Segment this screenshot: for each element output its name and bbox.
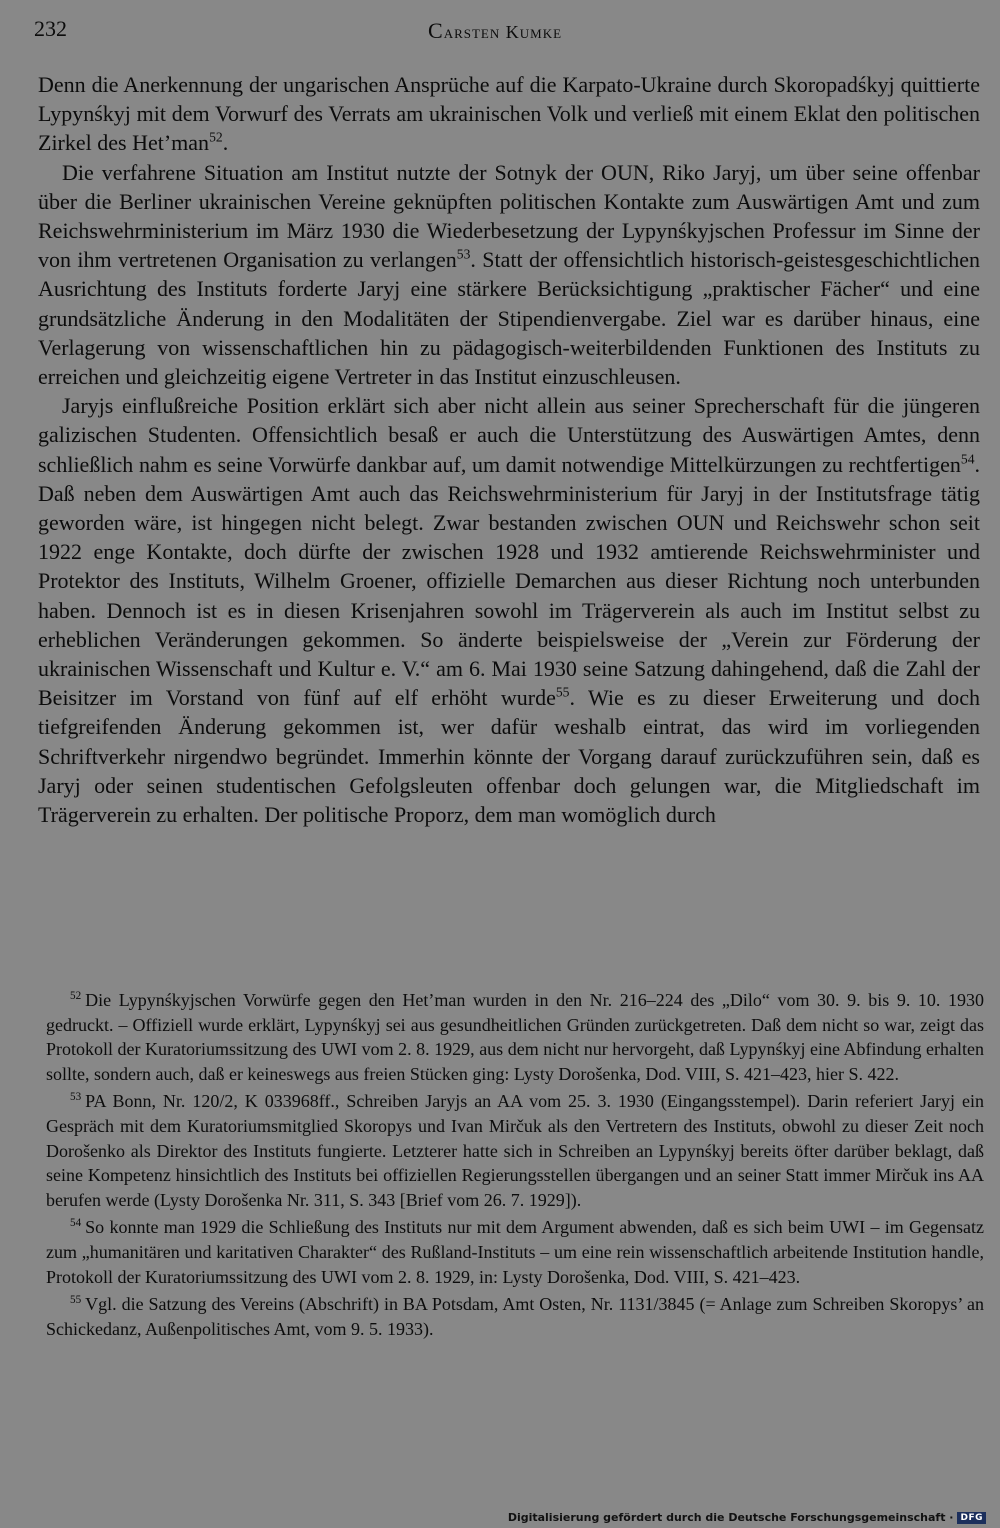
paragraph-3-text-a: Jaryjs einflußreiche Position erklärt sich aber nicht allein aus seiner Sprecherschaft für die jüngeren galizischen Studenten. Offensichtlich besaß er auch die Unterstützung des Auswärtigen Amtes, denn schließlich nahm es seine Vorwürfe dankbar auf, um damit notwendige Mittelkürzungen zu rechtfertigen xyxy=(38,393,980,477)
paragraph-1-text: Denn die Anerkennung der ungarischen Ansprüche auf die Karpato-Ukraine durch Skoropadśkyj quittierte Lypynśkyj mit dem Vorwurf des Verrats am ukrainischen Volk und verließ mit einem Eklat den politischen Zirkel des Het’man xyxy=(38,72,980,156)
paragraph-3-text-c: . Wie es zu dieser Erweiterung und doch tiefgreifenden Änderung gekommen ist, wer dafür weshalb eintrat, das wird im vorliegenden Schriftverkehr nirgendwo begründet. Immerhin könnte der Vorgang darauf zurückzuführen sein, daß es Jaryj oder seinen studentischen Gefolgsleuten offenbar doch gelungen war, die Mitgliedschaft im Trägerverein zu erhalten. Der politische Proporz, dem man womöglich durch xyxy=(38,685,980,828)
footnote-number: 55 xyxy=(70,1294,82,1307)
paragraph-1-end: . xyxy=(222,130,229,156)
footnote-number: 52 xyxy=(70,990,82,1002)
page-number: 232 xyxy=(34,16,67,41)
paragraph-2 xyxy=(38,158,980,392)
paragraph-2-text-a: Die verfahrene Situation am Institut nutzte der Sotnyk der OUN, Riko Jaryj, um über seine offenbar über die Berliner ukrainischen Vereine geknüpften politischen Kontakte zum Auswärtigen Amt und zum Reichswehrministerium im März 1930 die Wiederbesetzung der Lypynśkyjschen Professur im Sinne der von ihm vertretenen Organisation zu verlangen xyxy=(38,159,980,273)
credit-text: Digitalisierung gefördert durch die Deutsche Forschungsgemeinschaft · xyxy=(507,1511,954,1524)
paragraph-3 xyxy=(38,391,980,829)
footnote-number: 53 xyxy=(70,1091,82,1104)
footnote-number: 54 xyxy=(70,1217,82,1230)
footnotes xyxy=(46,988,984,1344)
footnote-ref-52: 52 xyxy=(209,130,223,146)
running-head: Carsten Kumke xyxy=(428,18,563,43)
footnote-55 xyxy=(46,1292,984,1341)
digitization-credit xyxy=(508,1511,986,1524)
footnote-text: Vgl. die Satzung des Vereins (Abschrift) in BA Potsdam, Amt Osten, Nr. 1131/3845 (= Anlage zum Schreiben Skoropys’ an Schickedanz, Außenpolitisches Amt, vom 9. 5. 1933). xyxy=(46,1294,984,1339)
paragraph-2-text-b: . Statt der offensichtlich historisch-geistesgeschichtlichen Ausrichtung des Instituts forderte Jaryj eine stärkere Berücksichtigung „praktischer Fächer“ und eine grundsätzliche Änderung in den Modalitäten der Stipendienvergabe. Ziel war es darüber hinaus, eine Verlagerung von wissenschaftlichen hin zu pädagogisch-weiterbildenden Funktionen des Instituts zu erreichen und gleichzeitig eigene Vertreter in das Institut einzuschleusen. xyxy=(38,247,981,390)
footnote-ref-55: 55 xyxy=(555,684,570,700)
footnote-54 xyxy=(46,1215,984,1289)
footnote-53 xyxy=(46,1089,984,1212)
footnote-ref-54: 54 xyxy=(960,451,975,467)
paragraph-3-text-b: . Daß neben dem Auswärtigen Amt auch das Reichswehrministerium für Jaryj in der Institutsfrage tätig geworden wäre, ist hingegen nicht belegt. Zwar bestanden zwischen OUN und Reichswehr schon seit 1922 enge Kontakte, doch dürfte der zwischen 1928 und 1932 amtierende Reichswehrminister und Protektor des Instituts, Wilhelm Groener, offizielle Demarchen aus dieser Richtung noch unterbunden haben. Dennoch ist es in diesen Krisenjahren sowohl im Trägerverein als auch im Institut selbst zu erheblichen Veränderungen gekommen. So änderte beispielsweise der „Verein zur Förderung der ukrainischen Wissenschaft und Kultur e. V.“ am 6. Mai 1930 seine Satzung dahingehend, daß die Zahl der Beisitzer im Vorstand von fünf auf elf erhöht wurde xyxy=(38,451,980,711)
main-text xyxy=(38,70,980,829)
paragraph-1 xyxy=(38,70,980,158)
footnote-text: Die Lypynśkyjschen Vorwürfe gegen den Het’man wurden in den Nr. 216–224 des „Dilo“ vom 30. 9. bis 9. 10. 1930 gedruckt. – Offiziell wurde erklärt, Lypynśkyj sei aus gesundheitlichen Gründen zurückgetreten. Daß dem nicht so war, zeigt das Protokoll der Kuratoriumssitzung des UWI vom 2. 8. 1929, aus dem nicht nur hervorgeht, daß Lypynśkyj eine Abfindung erhalten sollte, sondern auch, daß er keineswegs aus freien Stücken ging: Lysty Dorošenka, Dod. VIII, S. 421–423, hier S. 422. xyxy=(46,990,984,1084)
footnote-ref-53: 53 xyxy=(456,246,471,262)
page-header xyxy=(34,14,980,50)
dfg-logo-icon: DFG xyxy=(957,1512,986,1524)
footnote-text: So konnte man 1929 die Schließung des Instituts nur mit dem Argument abwenden, daß es sich beim UWI – im Gegensatz zum „humanitären und karitativen Charakter“ des Rußland-Instituts – um eine rein wissenschaftlich arbeitende Institution handle, Protokoll der Kuratoriumssitzung des UWI vom 2. 8. 1929, in: Lysty Dorošenka, Dod. VIII, S. 421–423. xyxy=(46,1217,984,1287)
footnote-52 xyxy=(46,988,984,1086)
footnote-text: PA Bonn, Nr. 120/2, K 033968ff., Schreiben Jaryjs an AA vom 25. 3. 1930 (Eingangsstempel). Darin referiert Jaryj ein Gespräch mit dem Kuratoriumsmitglied Skoropys und Ivan Mirčuk als den Vertretern des Instituts, obwohl zu dieser Zeit noch Dorošenko als Direktor des Instituts fungierte. Letzterer hatte sich in Schreiben an Lypynśkyj bereits öfter darüber beklagt, daß seine Kompetenz hinsichtlich des Instituts bei offiziellen Regierungsstellen übergangen und an seiner Statt immer Mirčuk ins AA berufen werde (Lysty Dorošenka Nr. 311, S. 343 [Brief vom 26. 7. 1929]). xyxy=(46,1091,984,1210)
